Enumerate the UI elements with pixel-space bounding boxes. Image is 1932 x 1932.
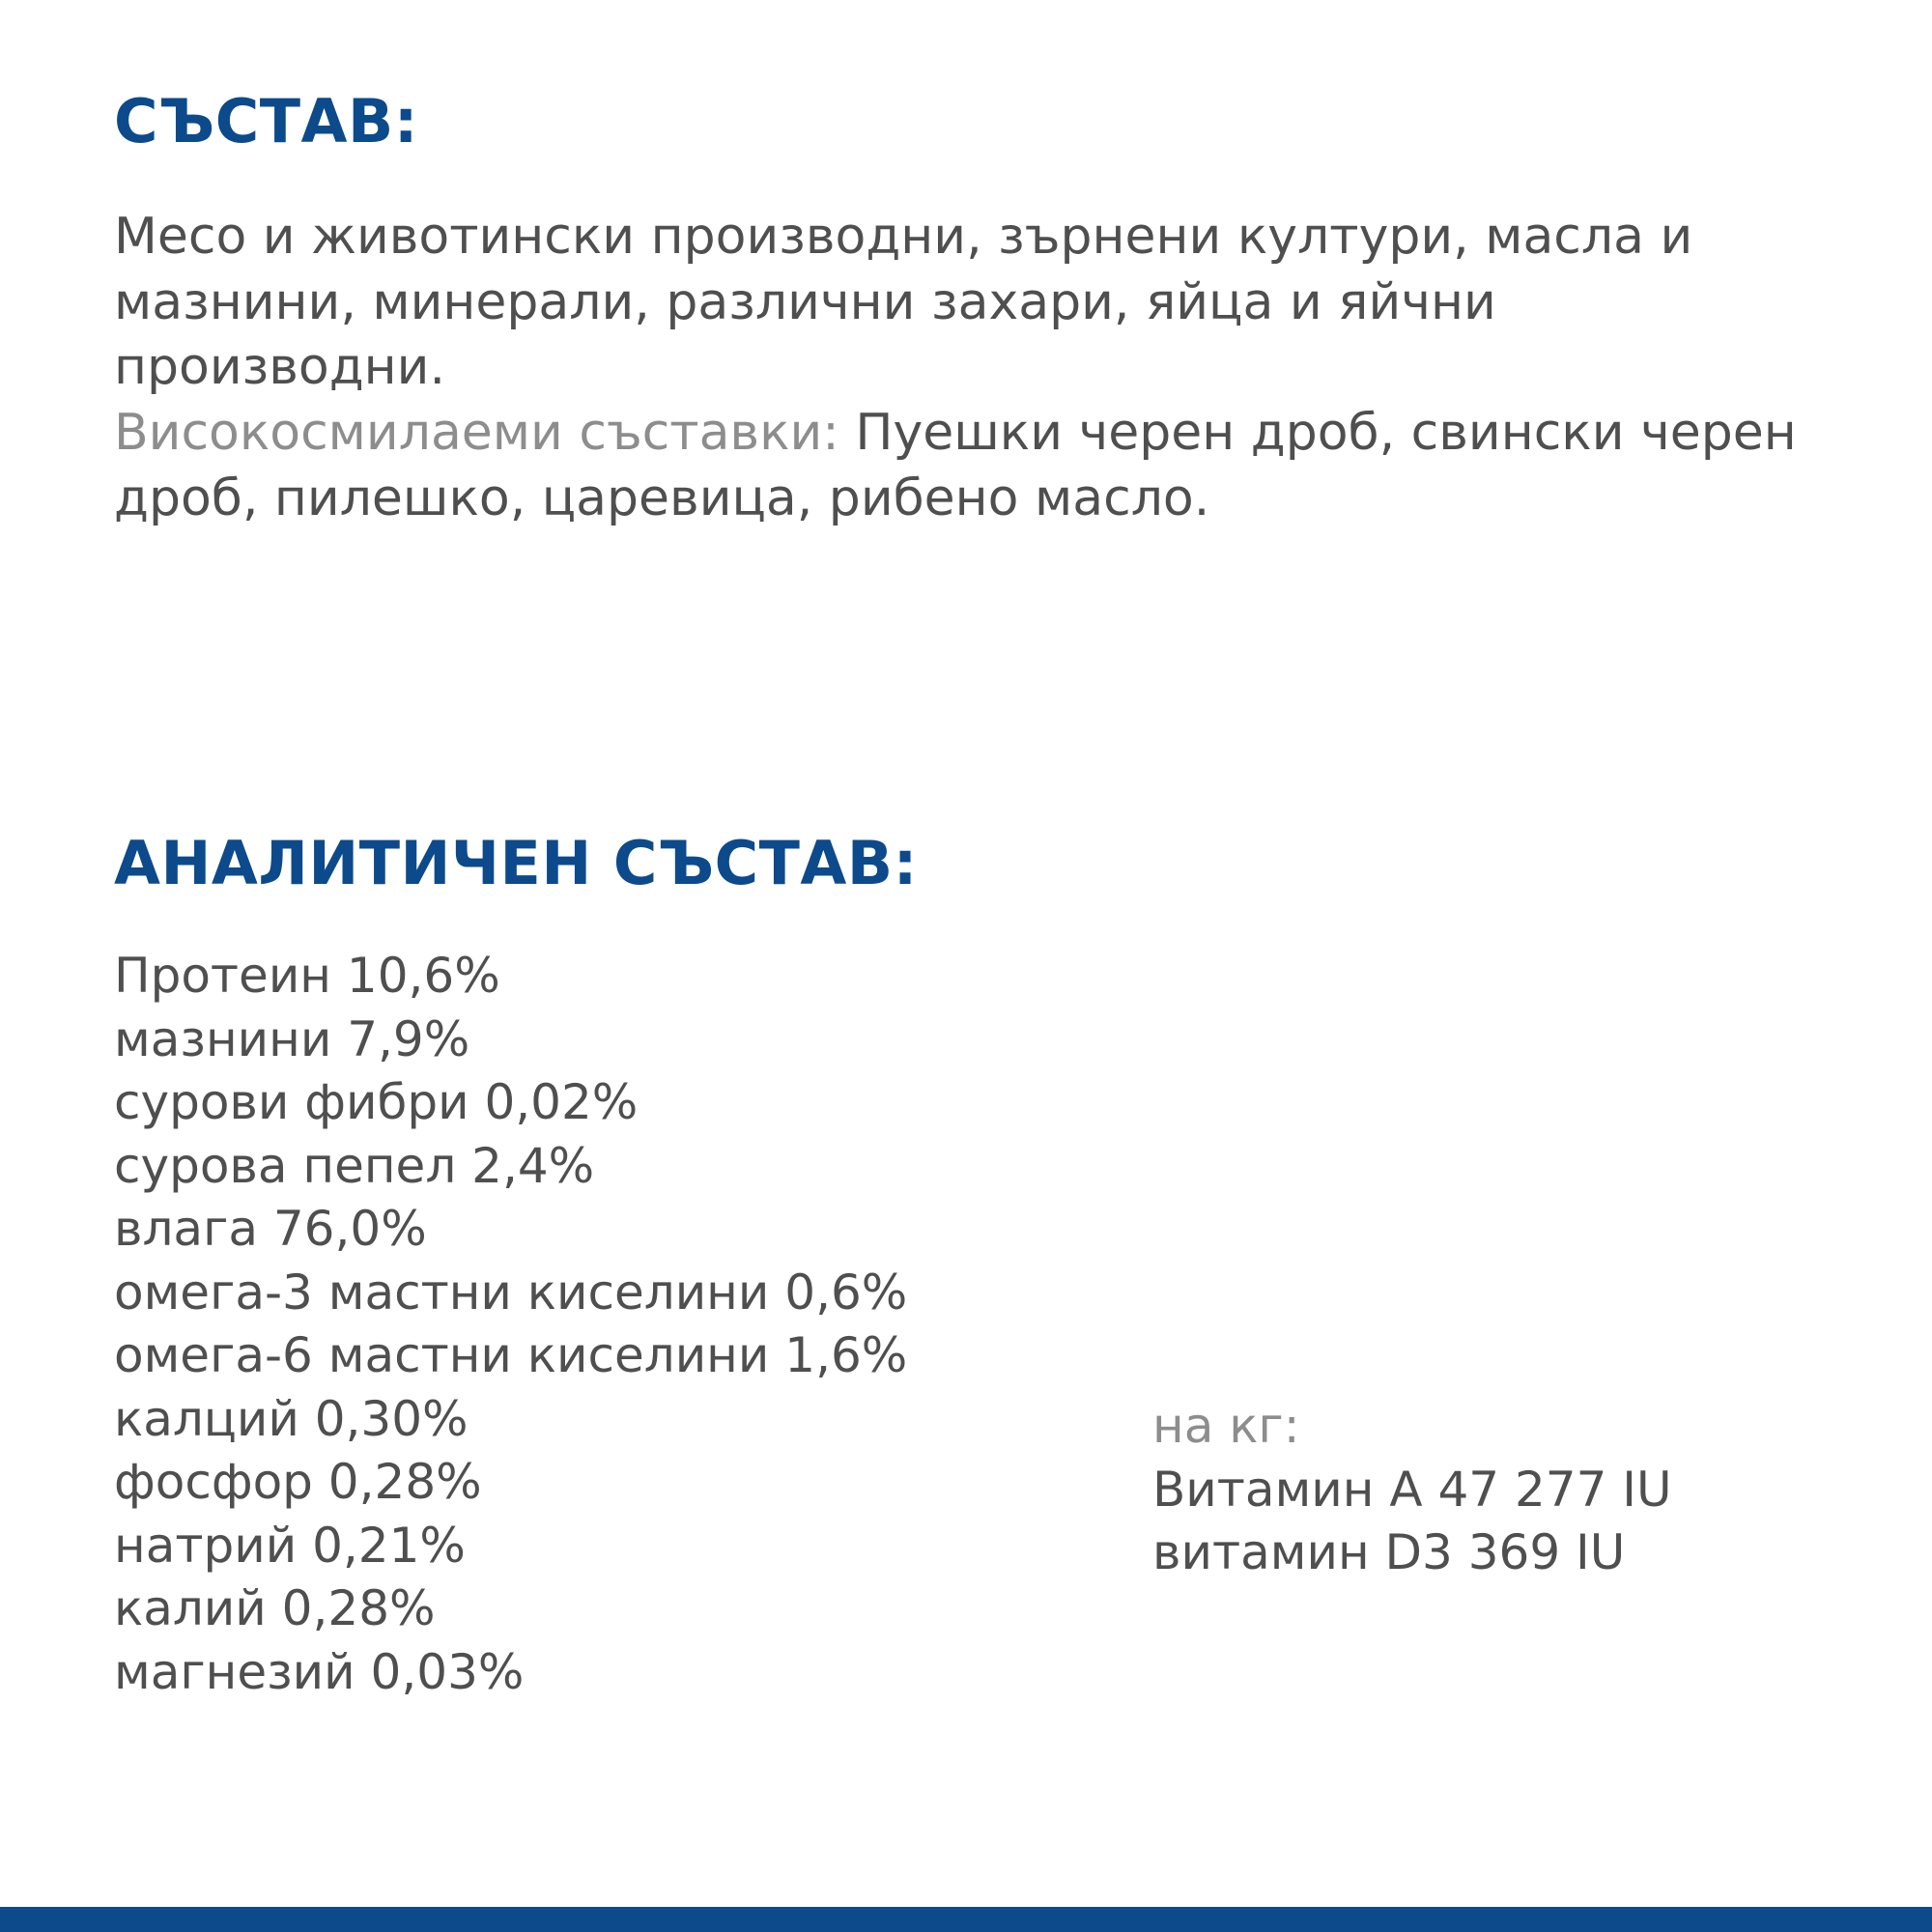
list-item: омега-6 мастни киселини 1,6%	[114, 1327, 908, 1384]
list-item: влага 76,0%	[114, 1201, 427, 1258]
highly-digestible-paragraph	[114, 401, 1843, 531]
list-item: калий 0,28%	[114, 1580, 436, 1637]
bottom-accent-bar	[0, 1907, 1932, 1932]
list-item: сурови фибри 0,02%	[114, 1074, 639, 1131]
analysis-list	[114, 945, 1138, 1704]
list-item: витамин D3 369 IU	[1152, 1524, 1626, 1581]
composition-section	[114, 86, 1853, 531]
list-item: фосфор 0,28%	[114, 1454, 482, 1511]
list-item: омега-3 мастни киселини 0,6%	[114, 1264, 908, 1321]
list-item: Витамин A 47 277 IU	[1152, 1461, 1672, 1518]
list-item: магнезий 0,03%	[114, 1643, 525, 1700]
list-item: сурова пепел 2,4%	[114, 1137, 595, 1194]
analysis-heading: АНАЛИТИЧЕН СЪСТАВ:	[114, 828, 918, 898]
highly-digestible-value: Пуешки черен дроб, свински черен дроб, пилешко, царевица, рибено масло.	[114, 403, 1797, 527]
composition-heading: СЪСТАВ:	[114, 86, 419, 156]
vitamins-list	[1152, 1459, 1672, 1585]
list-item: калций 0,30%	[114, 1390, 469, 1447]
composition-paragraph: Месо и животински производни, зърнени култури, масла и мазнини, минерали, различни захари, яйца и яйчни производни.	[114, 208, 1693, 397]
list-item: Протеин 10,6%	[114, 948, 500, 1005]
list-item: натрий 0,21%	[114, 1517, 466, 1574]
composition-text	[114, 205, 1843, 531]
vitamins-block	[1152, 1395, 1672, 1585]
analysis-body	[114, 945, 1843, 1704]
vitamins-per-kg-label: на кг:	[1152, 1398, 1300, 1455]
list-item: мазнини 7,9%	[114, 1010, 470, 1067]
highly-digestible-label: Високосмилаеми съставки:	[114, 403, 839, 462]
analytical-composition-section	[114, 828, 1853, 1704]
